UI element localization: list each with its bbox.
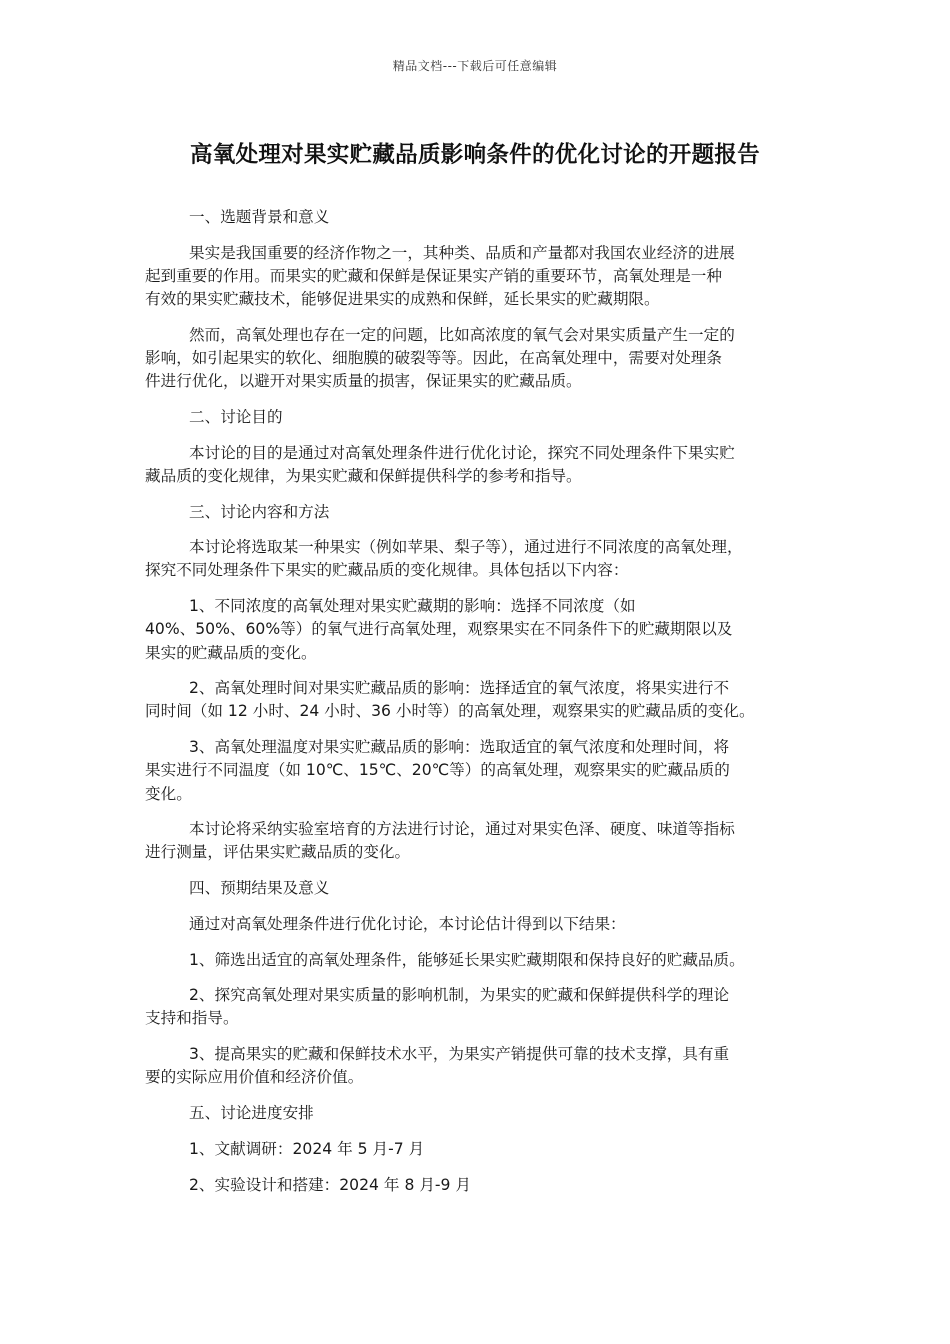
paragraph-result-1: 1、筛选出适宜的高氧处理条件，能够延长果实贮藏期限和保持良好的贮藏品质。 [189,950,745,969]
section-heading-purpose: 二、讨论目的 [189,407,283,426]
paragraph-content-item-2: 2、高氧处理时间对果实贮藏品质的影响：选择适宜的氧气浓度，将果实进行不 同时间（如 12 小时、24 小时、36 小时等）的高氧处理，观察果实的贮藏品质的变化。 [145,679,755,721]
header-note: 精品文档---下载后可任意编辑 [392,59,558,73]
paragraph-purpose: 本讨论的目的是通过对高氧处理条件进行优化讨论，探究不同处理条件下果实贮 藏品质的变化规律，为果实贮藏和保鲜提供科学的参考和指导。 [145,443,735,485]
paragraph-background-1: 果实是我国重要的经济作物之一，其种类、品质和产量都对我国农业经济的进展 起到重要的作用。而果实的贮藏和保鲜是保证果实产销的重要环节，高氧处理是一种 有效的果实贮藏技术，能够促进果实的成熟和保鲜，延长果实的贮藏期限。 [145,243,735,309]
schedule-item-2: 2、实验设计和搭建：2024 年 8 月-9 月 [189,1175,472,1194]
paragraph-result-3: 3、提高果实的贮藏和保鲜技术水平，为果实产销提供可靠的技术支撑，具有重 要的实际应用价值和经济价值。 [145,1045,730,1087]
section-heading-background: 一、选题背景和意义 [189,208,330,226]
document-body [145,206,813,1209]
section-heading-schedule: 五、讨论进度安排 [189,1104,314,1123]
section-heading-expected-results: 四、预期结果及意义 [189,879,330,898]
schedule-item-1: 1、文献调研：2024 年 5 月-7 月 [189,1139,425,1158]
paragraph-method: 本讨论将采纳实验室培育的方法进行讨论，通过对果实色泽、硬度、味道等指标 进行测量，评估果实贮藏品质的变化。 [145,820,735,862]
paragraph-content-item-3: 3、高氧处理温度对果实贮藏品质的影响：选取适宜的氧气浓度和处理时间，将 果实进行不同温度（如 10℃、15℃、20℃等）的高氧处理，观察果实的贮藏品质的 变化。 [145,738,730,803]
document-title: 高氧处理对果实贮藏品质影响条件的优化讨论的开题报告 [189,142,760,168]
section-heading-content-method: 三、讨论内容和方法 [189,502,330,521]
paragraph-background-2: 然而，高氧处理也存在一定的问题，比如高浓度的氧气会对果实质量产生一定的 影响，如引起果实的软化、细胞膜的破裂等等。因此，在高氧处理中，需要对处理条 件进行优化，以避开对果实质量的损害，保证果实的贮藏品质。 [145,325,735,391]
paragraph-results-intro: 通过对高氧处理条件进行优化讨论，本讨论估计得到以下结果： [189,914,626,933]
paragraph-content-intro: 本讨论将选取某一种果实（例如苹果、梨子等），通过进行不同浓度的高氧处理， 探究不同处理条件下果实的贮藏品质的变化规律。具体包括以下内容： [145,538,743,580]
paragraph-content-item-1: 1、不同浓度的高氧处理对果实贮藏期的影响：选择不同浓度（如 40%、50%、60%等）的氧气进行高氧处理，观察果实在不同条件下的贮藏期限以及 果实的贮藏品质的变化。 [145,597,733,662]
paragraph-result-2: 2、探究高氧处理对果实质量的影响机制，为果实的贮藏和保鲜提供科学的理论 支持和指导。 [145,986,730,1028]
